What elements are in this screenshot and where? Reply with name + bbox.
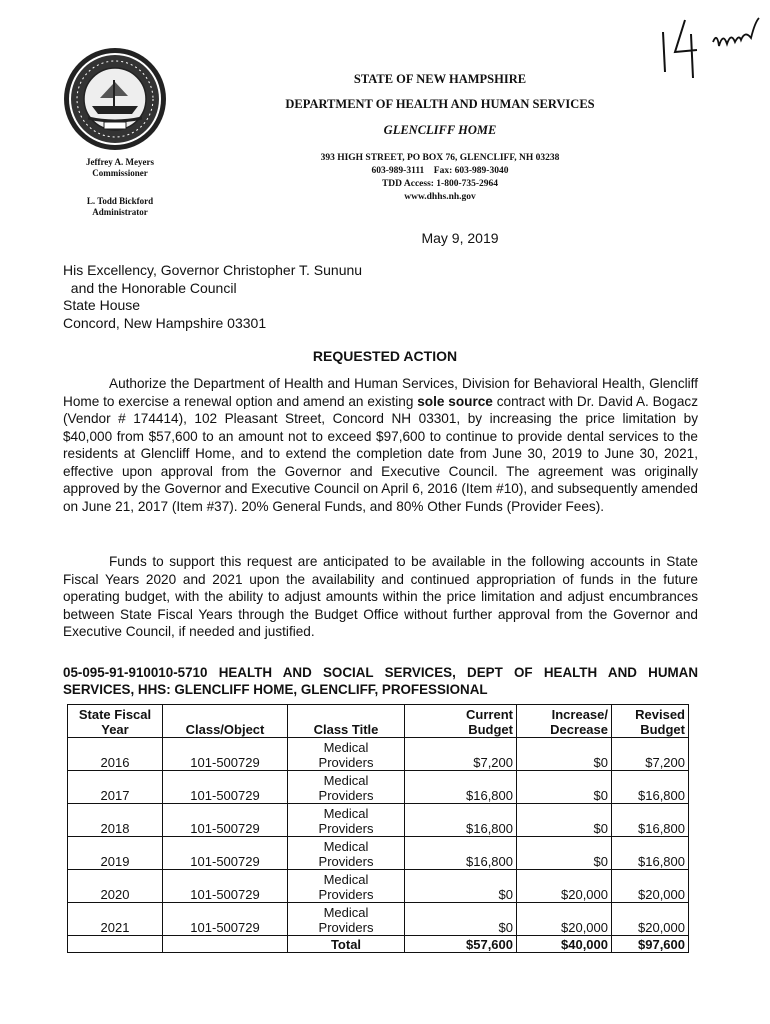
funding-paragraph: Funds to support this request are anticipated to be available in the following accounts in State Fiscal Years 2020 and 2021 upon the availability and continued appropriation of funds in the future operating budget, with the ability to adjust amounts within the price limitation and adjust encumbrances between State Fiscal Years through the Budget Office without further approval from the Governor and Executive Council, if needed and justified. — [63, 554, 698, 639]
header-current-budget: Current Budget — [405, 705, 517, 738]
cell-revised-budget: $16,800 — [612, 804, 689, 837]
table-row — [68, 771, 689, 804]
header-increase-decrease: Increase/ Decrease — [517, 705, 612, 738]
cell-year: 2019 — [68, 837, 163, 870]
cell-class-object: 101-500729 — [163, 870, 288, 903]
request-text-start: Authorize the Department of Health and Human Services, Division for Behavioral Health, Glencliff Home to exercise a renewal option and amend an existing — [63, 376, 698, 409]
request-text-end: contract with Dr. David A. Bogacz (Vendor # 174414), 102 Pleasant Street, Concord NH 03301, by increasing the price limitation by $40,000 from $57,600 to an amount not to exceed $97,600 to continue to provide dental services to the residents at Glencliff Home, and to extend the completion date from June 30, 2019 to June 30, 2021, effective upon approval from the Governor and Executive Council. The agreement was originally approved by the Governor and Executive Council on April 6, 2016 (Item #10), and subsequently amended on June 21, 2017 (Item #37). 20% General Funds, and 80% Other Funds (Provider Fees). — [63, 393, 698, 514]
cell-change: $0 — [517, 837, 612, 870]
cell-change: $0 — [517, 771, 612, 804]
letter-date: May 9, 2019 — [421, 230, 499, 246]
commissioner-title: Commissioner — [92, 168, 148, 178]
cell-class-object: 101-500729 — [163, 837, 288, 870]
header-revised-budget: Revised Budget — [612, 705, 689, 738]
cell-year: 2017 — [68, 771, 163, 804]
table-row — [68, 837, 689, 870]
cell-class-object: 101-500729 — [163, 771, 288, 804]
administrator-name: L. Todd Bickford — [86, 196, 154, 206]
header-class-object: Class/Object — [163, 705, 288, 738]
cell-current-budget: $16,800 — [405, 771, 517, 804]
state-seal-icon — [62, 46, 168, 152]
facility-name: GLENCLIFF HOME — [383, 123, 497, 137]
cell-current-budget: $16,800 — [405, 804, 517, 837]
table-row — [68, 804, 689, 837]
cell-year: 2018 — [68, 804, 163, 837]
cell-class-title: Medical Providers — [288, 870, 405, 903]
table-row — [68, 903, 689, 936]
cell-revised-budget: $16,800 — [612, 837, 689, 870]
cell-current-budget: $16,800 — [405, 837, 517, 870]
cell-class-title: Medical Providers — [288, 738, 405, 771]
cell-class-object: 101-500729 — [163, 738, 288, 771]
cell-year: 2016 — [68, 738, 163, 771]
cell-class-object: 101-500729 — [163, 903, 288, 936]
request-paragraph — [63, 375, 698, 515]
cell-change: $20,000 — [517, 903, 612, 936]
state-name: STATE OF NEW HAMPSHIRE — [353, 72, 527, 86]
addressee-line: His Excellency, Governor Christopher T. Sununu — [63, 262, 363, 278]
addressee-line: State House — [63, 297, 141, 313]
phone-fax: 603-989-3111 Fax: 603-989-3040 — [371, 166, 509, 176]
cell-empty — [68, 936, 163, 953]
budget-table — [67, 704, 689, 953]
addressee-line: and the Honorable Council — [63, 279, 237, 296]
total-label: Total — [288, 936, 405, 953]
addressee-line: Concord, New Hampshire 03301 — [63, 314, 267, 331]
total-revised-budget: $97,600 — [612, 936, 689, 953]
cell-change: $0 — [517, 738, 612, 771]
cell-change: $20,000 — [517, 870, 612, 903]
addressee-block — [63, 262, 362, 332]
table-row — [68, 870, 689, 903]
cell-revised-budget: $20,000 — [612, 903, 689, 936]
cell-class-title: Medical Providers — [288, 771, 405, 804]
total-change: $40,000 — [517, 936, 612, 953]
administrator-title: Administrator — [92, 207, 148, 217]
requested-action-heading: REQUESTED ACTION — [312, 348, 458, 364]
cell-empty — [163, 936, 288, 953]
cell-current-budget: $7,200 — [405, 738, 517, 771]
website-link[interactable]: www.dhhs.nh.gov — [404, 192, 476, 202]
header-fiscal-year: State Fiscal Year — [68, 705, 163, 738]
table-total-row — [68, 936, 689, 953]
handwritten-mark — [655, 12, 765, 82]
administrator-block — [40, 196, 200, 218]
total-current-budget: $57,600 — [405, 936, 517, 953]
cell-class-title: Medical Providers — [288, 837, 405, 870]
department-name: DEPARTMENT OF HEALTH AND HUMAN SERVICES — [285, 97, 595, 111]
cell-current-budget: $0 — [405, 903, 517, 936]
commissioner-block — [40, 157, 200, 179]
table-row — [68, 738, 689, 771]
table-header-row — [68, 705, 689, 738]
sole-source-emphasis: sole source — [417, 393, 493, 409]
tdd-access: TDD Access: 1-800-735-2964 — [381, 179, 499, 189]
cell-revised-budget: $16,800 — [612, 771, 689, 804]
cell-year: 2020 — [68, 870, 163, 903]
cell-year: 2021 — [68, 903, 163, 936]
header-class-title: Class Title — [288, 705, 405, 738]
account-heading: 05-095-91-910010-5710 HEALTH AND SOCIAL SERVICES, DEPT OF HEALTH AND HUMAN SERVICES, HHS: GLENCLIFF HOME, GLENCLIFF, PROFESSIONAL — [63, 665, 698, 697]
cell-revised-budget: $20,000 — [612, 870, 689, 903]
facility-address: 393 HIGH STREET, PO BOX 76, GLENCLIFF, NH 03238 — [320, 153, 560, 163]
cell-current-budget: $0 — [405, 870, 517, 903]
cell-class-object: 101-500729 — [163, 804, 288, 837]
cell-class-title: Medical Providers — [288, 903, 405, 936]
cell-class-title: Medical Providers — [288, 804, 405, 837]
commissioner-name: Jeffrey A. Meyers — [85, 157, 155, 167]
cell-change: $0 — [517, 804, 612, 837]
cell-revised-budget: $7,200 — [612, 738, 689, 771]
